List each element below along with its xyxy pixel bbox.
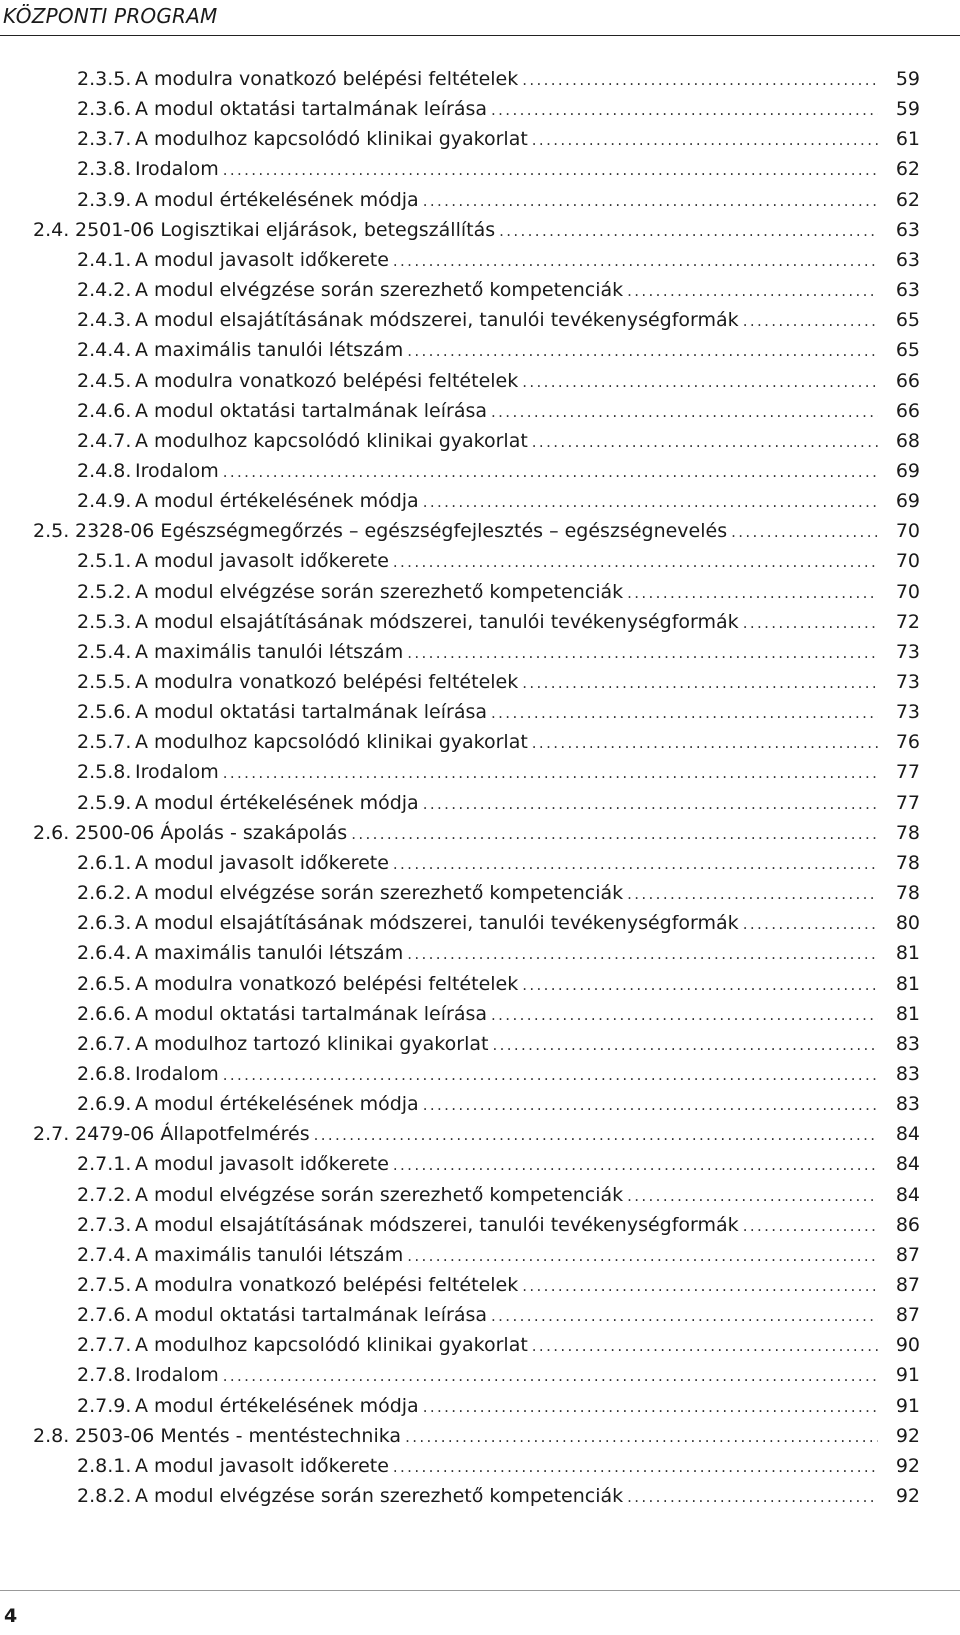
toc-entry-page: 63 (895, 249, 920, 271)
toc-entry-number: 2.7.8. (77, 1364, 132, 1386)
toc-entry-page: 87 (895, 1304, 920, 1326)
toc-entry-title: A modulhoz tartozó klinikai gyakorlat (135, 1033, 489, 1055)
toc-entry-title: A modul elvégzése során szerezhető kompetenciák (135, 1184, 624, 1206)
toc-entry-number: 2.7.3. (77, 1214, 132, 1236)
toc-entry-page: 69 (895, 490, 920, 512)
toc-entry-page: 83 (895, 1033, 920, 1055)
toc-entry-title: A maximális tanulói létszám (135, 339, 404, 361)
toc-dot-leader (532, 1333, 878, 1359)
page-number: 4 (4, 1605, 18, 1627)
toc-dot-leader (743, 911, 878, 937)
toc-dot-leader (491, 1002, 878, 1028)
toc-entry-title: A modulhoz kapcsolódó klinikai gyakorlat (135, 430, 528, 452)
toc-subsection-entry[interactable] (77, 368, 920, 394)
toc-entry-title: A modul oktatási tartalmának leírása (135, 1304, 488, 1326)
toc-entry-number: 2.4.2. (77, 279, 132, 301)
toc-entry-page: 70 (895, 550, 920, 572)
toc-entry-number: 2.5.7. (77, 731, 132, 753)
toc-entry-title: A modulra vonatkozó belépési feltételek (135, 671, 519, 693)
toc-entry-number: 2.5.2. (77, 581, 132, 603)
toc-dot-leader (491, 399, 878, 425)
toc-entry-page: 70 (895, 520, 920, 542)
toc-entry-title: A modul értékelésének módja (135, 1395, 419, 1417)
toc-entry-number: 2.4.5. (77, 370, 132, 392)
toc-entry-number: 2.3.5. (77, 68, 132, 90)
toc-entry-page: 62 (895, 189, 920, 211)
toc-subsection-entry[interactable] (77, 579, 920, 605)
toc-dot-leader (223, 459, 878, 485)
toc-entry-title: A modul elvégzése során szerezhető kompetenciák (135, 279, 624, 301)
toc-entry-page: 66 (895, 370, 920, 392)
toc-section-entry[interactable] (33, 1423, 920, 1449)
toc-entry-title: 2328-06 Egészségmegőrzés – egészségfejlesztés – egészségnevelés (75, 520, 728, 542)
toc-dot-leader (393, 1454, 878, 1480)
toc-entry-title: A modul értékelésének módja (135, 490, 419, 512)
toc-dot-leader (407, 941, 878, 967)
toc-entry-page: 77 (895, 761, 920, 783)
toc-dot-leader (522, 972, 878, 998)
toc-subsection-entry[interactable] (77, 156, 920, 182)
toc-entry-number: 2.6.7. (77, 1033, 132, 1055)
toc-entry-title: A modulhoz kapcsolódó klinikai gyakorlat (135, 1334, 528, 1356)
toc-entry-page: 92 (895, 1425, 920, 1447)
toc-dot-leader (407, 640, 878, 666)
toc-dot-leader (393, 549, 878, 575)
toc-dot-leader (492, 1032, 878, 1058)
toc-entry-number: 2.6.6. (77, 1003, 132, 1025)
toc-dot-leader (491, 97, 878, 123)
toc-subsection-entry[interactable] (77, 639, 920, 665)
toc-dot-leader (223, 1363, 878, 1389)
toc-dot-leader (223, 760, 878, 786)
toc-entry-title: A modul értékelésének módja (135, 1093, 419, 1115)
toc-subsection-entry[interactable] (77, 790, 920, 816)
toc-entry-number: 2.4.9. (77, 490, 132, 512)
toc-entry-title: A modul javasolt időkerete (135, 1153, 389, 1175)
toc-subsection-entry[interactable] (77, 398, 920, 424)
toc-subsection-entry[interactable] (77, 940, 920, 966)
toc-entry-page: 78 (895, 822, 920, 844)
toc-dot-leader (407, 338, 878, 364)
toc-entry-number: 2.6.2. (77, 882, 132, 904)
toc-entry-title: Irodalom (135, 460, 219, 482)
toc-entry-title: A modulhoz kapcsolódó klinikai gyakorlat (135, 128, 528, 150)
toc-entry-title: 2500-06 Ápolás - szakápolás (75, 822, 348, 844)
toc-entry-number: 2.4.1. (77, 249, 132, 271)
toc-dot-leader (314, 1122, 878, 1148)
toc-dot-leader (731, 519, 878, 545)
toc-entry-title: Irodalom (135, 761, 219, 783)
toc-dot-leader (423, 1092, 878, 1118)
toc-subsection-entry[interactable] (77, 1242, 920, 1268)
toc-dot-leader (407, 1243, 878, 1269)
toc-entry-page: 92 (895, 1455, 920, 1477)
toc-subsection-entry[interactable] (77, 1393, 920, 1419)
toc-subsection-entry[interactable] (77, 428, 920, 454)
toc-entry-title: A modul javasolt időkerete (135, 550, 389, 572)
toc-dot-leader (499, 218, 878, 244)
toc-dot-leader (627, 278, 878, 304)
toc-dot-leader (351, 821, 878, 847)
toc-entry-title: A modulra vonatkozó belépési feltételek (135, 1274, 519, 1296)
toc-entry-title: A modul javasolt időkerete (135, 1455, 389, 1477)
toc-entry-page: 83 (895, 1093, 920, 1115)
toc-dot-leader (522, 1273, 878, 1299)
toc-entry-page: 70 (895, 581, 920, 603)
toc-entry-number: 2.5.8. (77, 761, 132, 783)
toc-entry-number: 2.6.3. (77, 912, 132, 934)
toc-entry-page: 72 (895, 611, 920, 633)
toc-entry-number: 2.5.3. (77, 611, 132, 633)
toc-entry-number: 2.4.7. (77, 430, 132, 452)
toc-subsection-entry[interactable] (77, 880, 920, 906)
toc-dot-leader (423, 1394, 878, 1420)
toc-dot-leader (532, 730, 878, 756)
toc-section-entry[interactable] (33, 518, 920, 544)
toc-entry-number: 2.7.4. (77, 1244, 132, 1266)
toc-dot-leader (423, 791, 878, 817)
toc-subsection-entry[interactable] (77, 1182, 920, 1208)
toc-entry-title: A modulhoz kapcsolódó klinikai gyakorlat (135, 731, 528, 753)
toc-dot-leader (393, 248, 878, 274)
toc-dot-leader (522, 670, 878, 696)
toc-dot-leader (627, 1183, 878, 1209)
toc-dot-leader (393, 851, 878, 877)
toc-entry-page: 86 (895, 1214, 920, 1236)
toc-entry-title: A modul elsajátításának módszerei, tanulói tevékenységformák (135, 1214, 739, 1236)
toc-entry-title: A modul elsajátításának módszerei, tanulói tevékenységformák (135, 309, 739, 331)
toc-entry-number: 2.7.7. (77, 1334, 132, 1356)
toc-dot-leader (423, 489, 878, 515)
toc-entry-number: 2.6.5. (77, 973, 132, 995)
toc-entry-page: 63 (895, 279, 920, 301)
toc-entry-number: 2.6.8. (77, 1063, 132, 1085)
toc-entry-title: 2503-06 Mentés - mentéstechnika (75, 1425, 402, 1447)
toc-entry-page: 61 (895, 128, 920, 150)
toc-entry-page: 73 (895, 641, 920, 663)
toc-subsection-entry[interactable] (77, 1031, 920, 1057)
toc-entry-title: A modul oktatási tartalmának leírása (135, 400, 488, 422)
toc-subsection-entry[interactable] (77, 277, 920, 303)
toc-entry-number: 2.8.1. (77, 1455, 132, 1477)
toc-dot-leader (423, 188, 878, 214)
toc-entry-title: 2501-06 Logisztikai eljárások, betegszállítás (75, 219, 496, 241)
toc-entry-page: 87 (895, 1274, 920, 1296)
toc-entry-title: A modulra vonatkozó belépési feltételek (135, 370, 519, 392)
toc-subsection-entry[interactable] (77, 759, 920, 785)
toc-entry-number: 2.8. (33, 1425, 70, 1447)
toc-subsection-entry[interactable] (77, 1332, 920, 1358)
toc-section-entry[interactable] (33, 217, 920, 243)
toc-entry-number: 2.7.6. (77, 1304, 132, 1326)
toc-subsection-entry[interactable] (77, 187, 920, 213)
running-head: KÖZPONTI PROGRAM (3, 4, 218, 28)
toc-entry-title: A modul oktatási tartalmának leírása (135, 701, 488, 723)
toc-entry-number: 2.8.2. (77, 1485, 132, 1507)
toc-entry-page: 73 (895, 701, 920, 723)
toc-entry-title: A modul oktatási tartalmának leírása (135, 98, 488, 120)
toc-entry-page: 84 (895, 1123, 920, 1145)
toc-entry-page: 59 (895, 98, 920, 120)
toc-entry-title: A modulra vonatkozó belépési feltételek (135, 973, 519, 995)
toc-dot-leader (627, 580, 878, 606)
toc-dot-leader (532, 127, 878, 153)
toc-entry-title: A modul elvégzése során szerezhető kompetenciák (135, 581, 624, 603)
toc-entry-title: A modul javasolt időkerete (135, 249, 389, 271)
toc-entry-title: Irodalom (135, 1063, 219, 1085)
toc-subsection-entry[interactable] (77, 1001, 920, 1027)
toc-subsection-entry[interactable] (77, 96, 920, 122)
toc-entry-number: 2.5.1. (77, 550, 132, 572)
toc-entry-title: Irodalom (135, 1364, 219, 1386)
toc-subsection-entry[interactable] (77, 699, 920, 725)
toc-entry-title: A modul értékelésének módja (135, 189, 419, 211)
toc-entry-page: 62 (895, 158, 920, 180)
toc-dot-leader (393, 1152, 878, 1178)
toc-entry-page: 65 (895, 339, 920, 361)
toc-entry-page: 84 (895, 1184, 920, 1206)
toc-entry-number: 2.4.6. (77, 400, 132, 422)
toc-entry-number: 2.6.9. (77, 1093, 132, 1115)
toc-dot-leader (743, 308, 878, 334)
toc-entry-title: Irodalom (135, 158, 219, 180)
toc-subsection-entry[interactable] (77, 1061, 920, 1087)
toc-entry-number: 2.3.9. (77, 189, 132, 211)
toc-subsection-entry[interactable] (77, 729, 920, 755)
toc-section-entry[interactable] (33, 820, 920, 846)
toc-entry-number: 2.7.9. (77, 1395, 132, 1417)
toc-entry-page: 87 (895, 1244, 920, 1266)
toc-entry-page: 69 (895, 460, 920, 482)
toc-dot-leader (743, 610, 878, 636)
toc-entry-page: 65 (895, 309, 920, 331)
toc-entry-title: A maximális tanulói létszám (135, 1244, 404, 1266)
toc-entry-title: A modul elsajátításának módszerei, tanulói tevékenységformák (135, 611, 739, 633)
toc-subsection-entry[interactable] (77, 1362, 920, 1388)
toc-entry-title: A modul elvégzése során szerezhető kompetenciák (135, 1485, 624, 1507)
toc-entry-page: 91 (895, 1364, 920, 1386)
toc-subsection-entry[interactable] (77, 1091, 920, 1117)
toc-entry-page: 80 (895, 912, 920, 934)
toc-section-entry[interactable] (33, 1121, 920, 1147)
toc-entry-page: 83 (895, 1063, 920, 1085)
toc-dot-leader (223, 1062, 878, 1088)
toc-entry-number: 2.4. (33, 219, 70, 241)
toc-subsection-entry[interactable] (77, 850, 920, 876)
footer-rule (0, 1590, 960, 1591)
toc-entry-number: 2.7.1. (77, 1153, 132, 1175)
toc-entry-title: A maximális tanulói létszám (135, 942, 404, 964)
toc-entry-title: 2479-06 Állapotfelmérés (75, 1123, 310, 1145)
toc-subsection-entry[interactable] (77, 548, 920, 574)
toc-dot-leader (627, 881, 878, 907)
toc-subsection-entry[interactable] (77, 971, 920, 997)
toc-entry-page: 63 (895, 219, 920, 241)
toc-subsection-entry[interactable] (77, 307, 920, 333)
toc-entry-page: 81 (895, 942, 920, 964)
toc-entry-page: 90 (895, 1334, 920, 1356)
toc-entry-page: 84 (895, 1153, 920, 1175)
toc-entry-title: A modulra vonatkozó belépési feltételek (135, 68, 519, 90)
toc-dot-leader (532, 429, 878, 455)
toc-entry-number: 2.4.3. (77, 309, 132, 331)
toc-subsection-entry[interactable] (77, 1453, 920, 1479)
toc-entry-title: A modul javasolt időkerete (135, 852, 389, 874)
toc-dot-leader (491, 700, 878, 726)
toc-dot-leader (491, 1303, 878, 1329)
toc-entry-number: 2.6.4. (77, 942, 132, 964)
toc-entry-number: 2.5.5. (77, 671, 132, 693)
toc-entry-page: 92 (895, 1485, 920, 1507)
toc-subsection-entry[interactable] (77, 1483, 920, 1509)
toc-entry-page: 76 (895, 731, 920, 753)
toc-entry-page: 66 (895, 400, 920, 422)
toc-subsection-entry[interactable] (77, 458, 920, 484)
toc-entry-number: 2.5.4. (77, 641, 132, 663)
toc-subsection-entry[interactable] (77, 66, 920, 92)
toc-entry-number: 2.7.5. (77, 1274, 132, 1296)
toc-subsection-entry[interactable] (77, 247, 920, 273)
toc-entry-number: 2.4.4. (77, 339, 132, 361)
toc-subsection-entry[interactable] (77, 337, 920, 363)
toc-entry-page: 59 (895, 68, 920, 90)
toc-subsection-entry[interactable] (77, 1212, 920, 1238)
toc-entry-page: 68 (895, 430, 920, 452)
toc-entry-number: 2.3.8. (77, 158, 132, 180)
toc-entry-page: 78 (895, 852, 920, 874)
toc-subsection-entry[interactable] (77, 1272, 920, 1298)
toc-entry-page: 78 (895, 882, 920, 904)
toc-entry-title: A modul oktatási tartalmának leírása (135, 1003, 488, 1025)
toc-dot-leader (405, 1424, 878, 1450)
toc-entry-number: 2.5.9. (77, 792, 132, 814)
toc-entry-title: A modul értékelésének módja (135, 792, 419, 814)
toc-subsection-entry[interactable] (77, 126, 920, 152)
toc-entry-page: 77 (895, 792, 920, 814)
toc-dot-leader (223, 157, 878, 183)
toc-dot-leader (627, 1484, 878, 1510)
toc-entry-number: 2.7.2. (77, 1184, 132, 1206)
toc-entry-page: 81 (895, 1003, 920, 1025)
toc-dot-leader (522, 67, 878, 93)
toc-subsection-entry[interactable] (77, 1302, 920, 1328)
toc-entry-number: 2.5. (33, 520, 70, 542)
toc-entry-page: 91 (895, 1395, 920, 1417)
toc-entry-number: 2.4.8. (77, 460, 132, 482)
toc-entry-title: A maximális tanulói létszám (135, 641, 404, 663)
toc-dot-leader (743, 1213, 878, 1239)
toc-dot-leader (522, 369, 878, 395)
toc-entry-page: 73 (895, 671, 920, 693)
toc-subsection-entry[interactable] (77, 609, 920, 635)
toc-entry-title: A modul elvégzése során szerezhető kompetenciák (135, 882, 624, 904)
toc-entry-page: 81 (895, 973, 920, 995)
toc-subsection-entry[interactable] (77, 910, 920, 936)
toc-subsection-entry[interactable] (77, 1151, 920, 1177)
header-rule (0, 35, 960, 36)
toc-entry-number: 2.3.7. (77, 128, 132, 150)
toc-entry-title: A modul elsajátításának módszerei, tanulói tevékenységformák (135, 912, 739, 934)
toc-entry-number: 2.5.6. (77, 701, 132, 723)
toc-entry-number: 2.7. (33, 1123, 70, 1145)
toc-subsection-entry[interactable] (77, 669, 920, 695)
toc-entry-number: 2.6.1. (77, 852, 132, 874)
toc-entry-number: 2.3.6. (77, 98, 132, 120)
toc-subsection-entry[interactable] (77, 488, 920, 514)
toc-entry-number: 2.6. (33, 822, 70, 844)
